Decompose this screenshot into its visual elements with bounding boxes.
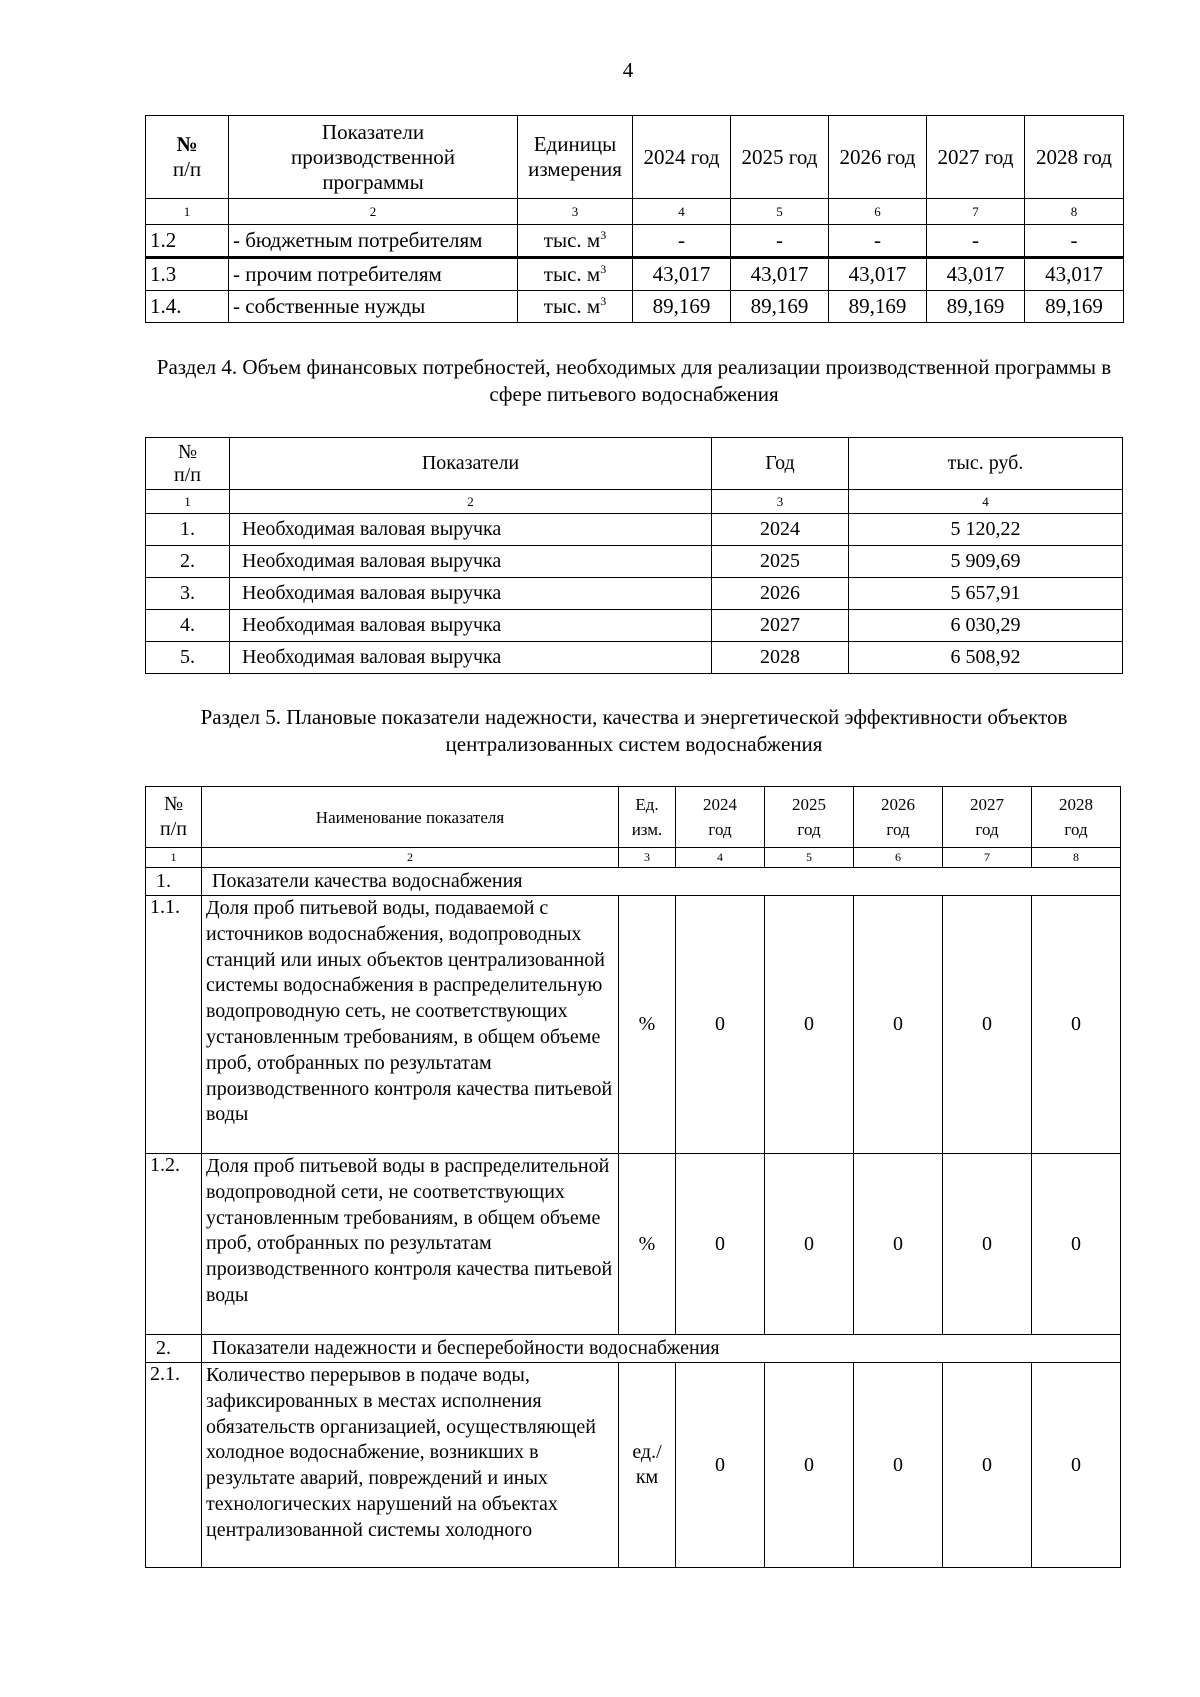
header-no-symbol: №: [163, 793, 184, 815]
column-index: 3: [712, 490, 849, 514]
column-index: 1: [146, 848, 202, 868]
column-index: 7: [943, 848, 1032, 868]
header-year-2026: 2026 год: [829, 116, 927, 199]
row-year: 2026: [712, 578, 849, 610]
row-number: 1.: [146, 514, 230, 546]
value-cell: -: [829, 225, 927, 258]
row-unit: [518, 258, 633, 291]
unit-line2: км: [635, 1466, 659, 1488]
header-no: [146, 438, 230, 490]
column-index: 6: [854, 848, 943, 868]
value-cell: 0: [1032, 1154, 1121, 1335]
header-no: [146, 116, 229, 199]
row-amount: 5 657,91: [849, 578, 1123, 610]
indicator-row: [146, 896, 1121, 1154]
indicator-name: Количество перерывов в подаче воды, зафиксированных в местах исполнения обязательств организацией, осуществляющей холодное водоснабжение, возникших в результате аварий, повреждений и иных технологических нарушений на объектах централизованной системы холодного: [202, 1363, 619, 1568]
column-index: 7: [927, 199, 1025, 225]
column-index: 2: [229, 199, 518, 225]
table-row: [146, 258, 1124, 291]
indicator-name: Доля проб питьевой воды, подаваемой с источников водоснабжения, водопроводных станций или иных объектов централизованной системы водоснабжения в распределительную водопроводную сеть, не соответствующих установленным требованиям, в общем объеме проб, отобранных по результатам производственного контроля качества питьевой воды: [202, 896, 619, 1154]
value-cell: 0: [854, 1154, 943, 1335]
value-cell: 43,017: [927, 258, 1025, 291]
column-index-row: [146, 490, 1123, 514]
column-index: 5: [731, 199, 829, 225]
table-row: [146, 610, 1123, 642]
value-cell: 43,017: [1025, 258, 1124, 291]
indicator-number: 1.2.: [146, 1154, 202, 1335]
header-no: [146, 787, 202, 848]
indicator-row: [146, 1363, 1121, 1568]
unit-line1: %: [638, 1232, 656, 1255]
header-year: 2024: [703, 795, 737, 814]
column-index: 4: [633, 199, 731, 225]
value-cell: 89,169: [731, 291, 829, 323]
row-unit: [518, 291, 633, 323]
column-index: 1: [146, 490, 230, 514]
header-year-2028: 2028 год: [1025, 116, 1124, 199]
row-name: Необходимая валовая выручка: [230, 546, 712, 578]
header-year: 2027: [970, 795, 1004, 814]
indicator-number: 2.1.: [146, 1363, 202, 1568]
header-unit: [619, 787, 676, 848]
row-year: 2028: [712, 642, 849, 674]
unit-text: тыс. м: [543, 294, 601, 318]
row-name: Необходимая валовая выручка: [230, 642, 712, 674]
header-no-label: п/п: [160, 818, 187, 840]
row-amount: 5 909,69: [849, 546, 1123, 578]
value-cell: 0: [765, 896, 854, 1154]
unit-superscript: 3: [600, 294, 607, 308]
value-cell: 0: [765, 1363, 854, 1568]
header-year-2025: 2025 год: [731, 116, 829, 199]
section-title: Показатели качества водоснабжения: [202, 868, 1121, 896]
header-year: 2028: [1059, 795, 1093, 814]
indicator-unit: [619, 1154, 676, 1335]
column-index: 4: [676, 848, 765, 868]
table-header-row: [146, 116, 1124, 199]
value-cell: 0: [854, 1363, 943, 1568]
header-year: 2026: [881, 795, 915, 814]
column-index: 2: [230, 490, 712, 514]
value-cell: 0: [854, 896, 943, 1154]
value-cell: -: [633, 225, 731, 258]
value-cell: 0: [765, 1154, 854, 1335]
row-unit: [518, 225, 633, 258]
header-no-symbol: №: [176, 132, 198, 156]
row-name: Необходимая валовая выручка: [230, 610, 712, 642]
row-year: 2027: [712, 610, 849, 642]
column-index-row: [146, 848, 1121, 868]
row-name: Необходимая валовая выручка: [230, 578, 712, 610]
row-name: - бюджетным потребителям: [229, 225, 518, 258]
value-cell: 0: [943, 896, 1032, 1154]
header-no-label: п/п: [172, 157, 202, 181]
header-unit-line1: Ед.: [635, 795, 659, 814]
financial-needs-table: [145, 437, 1123, 674]
column-index: 3: [518, 199, 633, 225]
header-year-2025: [765, 787, 854, 848]
section-number: 1.: [146, 868, 202, 896]
header-year-2026: [854, 787, 943, 848]
value-cell: 43,017: [731, 258, 829, 291]
value-cell: 0: [1032, 1363, 1121, 1568]
header-year-suffix: год: [708, 820, 732, 839]
column-index: 4: [849, 490, 1123, 514]
column-index: 3: [619, 848, 676, 868]
header-year-2028: [1032, 787, 1121, 848]
column-index: 5: [765, 848, 854, 868]
unit-text: тыс. м: [543, 228, 601, 252]
table-row: [146, 546, 1123, 578]
unit-line1: ед./: [632, 1441, 662, 1463]
row-amount: 5 120,22: [849, 514, 1123, 546]
value-cell: 43,017: [829, 258, 927, 291]
value-cell: -: [1025, 225, 1124, 258]
value-cell: 89,169: [633, 291, 731, 323]
indicator-row: [146, 1154, 1121, 1335]
value-cell: -: [927, 225, 1025, 258]
table-header-row: [146, 438, 1123, 490]
row-name: Необходимая валовая выручка: [230, 514, 712, 546]
header-indicator-name: Наименование показателя: [202, 787, 619, 848]
section-5-title: Раздел 5. Плановые показатели надежности, качества и энергетической эффективности объектов централизованных систем водоснабжения: [200, 705, 1068, 756]
header-year-suffix: год: [1064, 820, 1088, 839]
header-year-suffix: год: [975, 820, 999, 839]
section-title: Показатели надежности и бесперебойности водоснабжения: [202, 1335, 1121, 1363]
row-number: 1.4.: [146, 291, 229, 323]
table-row: [146, 642, 1123, 674]
header-units: Единицы измерения: [518, 116, 633, 199]
table-row: [146, 291, 1124, 323]
unit-text: тыс. м: [543, 262, 601, 286]
value-cell: 0: [943, 1363, 1032, 1568]
value-cell: -: [731, 225, 829, 258]
table-row: [146, 225, 1124, 258]
indicators-table: [145, 786, 1121, 1568]
row-number: 2.: [146, 546, 230, 578]
value-cell: 0: [943, 1154, 1032, 1335]
column-index: 6: [829, 199, 927, 225]
unit-superscript: 3: [600, 228, 607, 242]
unit-superscript: 3: [600, 262, 607, 276]
column-index: 8: [1032, 848, 1121, 868]
row-name: - прочим потребителям: [229, 258, 518, 291]
header-year: 2025: [792, 795, 826, 814]
section-number: 2.: [146, 1335, 202, 1363]
header-no-label: п/п: [174, 463, 201, 486]
production-program-table: [145, 115, 1124, 323]
header-indicators: Показатели производственной программы: [229, 116, 518, 199]
section-row: [146, 1335, 1121, 1363]
value-cell: 89,169: [927, 291, 1025, 323]
row-amount: 6 030,29: [849, 610, 1123, 642]
header-year-2024: [676, 787, 765, 848]
table-row: [146, 578, 1123, 610]
value-cell: 89,169: [829, 291, 927, 323]
indicator-unit: [619, 1363, 676, 1568]
column-index: 8: [1025, 199, 1124, 225]
header-indicators: Показатели: [230, 438, 712, 490]
row-name: - собственные нужды: [229, 291, 518, 323]
header-year-2027: 2027 год: [927, 116, 1025, 199]
value-cell: 0: [676, 896, 765, 1154]
row-number: 1.3: [146, 258, 229, 291]
row-number: 1.2: [146, 225, 229, 258]
column-index-row: [146, 199, 1124, 225]
row-number: 3.: [146, 578, 230, 610]
section-4-title: Раздел 4. Объем финансовых потребностей, необходимых для реализации производственной программы в сфере питьевого водоснабжения: [156, 355, 1112, 406]
value-cell: 0: [1032, 896, 1121, 1154]
header-year-suffix: год: [797, 820, 821, 839]
value-cell: 43,017: [633, 258, 731, 291]
unit-line1: %: [638, 1013, 656, 1035]
row-amount: 6 508,92: [849, 642, 1123, 674]
indicator-number: 1.1.: [146, 896, 202, 1154]
value-cell: 0: [676, 1154, 765, 1335]
header-no-symbol: №: [177, 440, 198, 463]
header-year: Год: [712, 438, 849, 490]
row-year: 2024: [712, 514, 849, 546]
value-cell: 89,169: [1025, 291, 1124, 323]
header-year-2024: 2024 год: [633, 116, 731, 199]
page-number: 4: [622, 58, 634, 82]
header-amount: тыс. руб.: [849, 438, 1123, 490]
value-cell: 0: [676, 1363, 765, 1568]
table-header-row: [146, 787, 1121, 848]
row-year: 2025: [712, 546, 849, 578]
row-number: 5.: [146, 642, 230, 674]
indicator-unit: [619, 896, 676, 1154]
column-index: 2: [202, 848, 619, 868]
column-index: 1: [146, 199, 229, 225]
header-year-suffix: год: [886, 820, 910, 839]
header-unit-line2: изм.: [631, 820, 663, 839]
indicator-name: Доля проб питьевой воды в распределительной водопроводной сети, не соответствующих установленным требованиям, в общем объеме проб, отобранных по результатам производственного контроля качества питьевой воды: [202, 1154, 619, 1335]
section-row: [146, 868, 1121, 896]
header-year-2027: [943, 787, 1032, 848]
table-row: [146, 514, 1123, 546]
row-number: 4.: [146, 610, 230, 642]
